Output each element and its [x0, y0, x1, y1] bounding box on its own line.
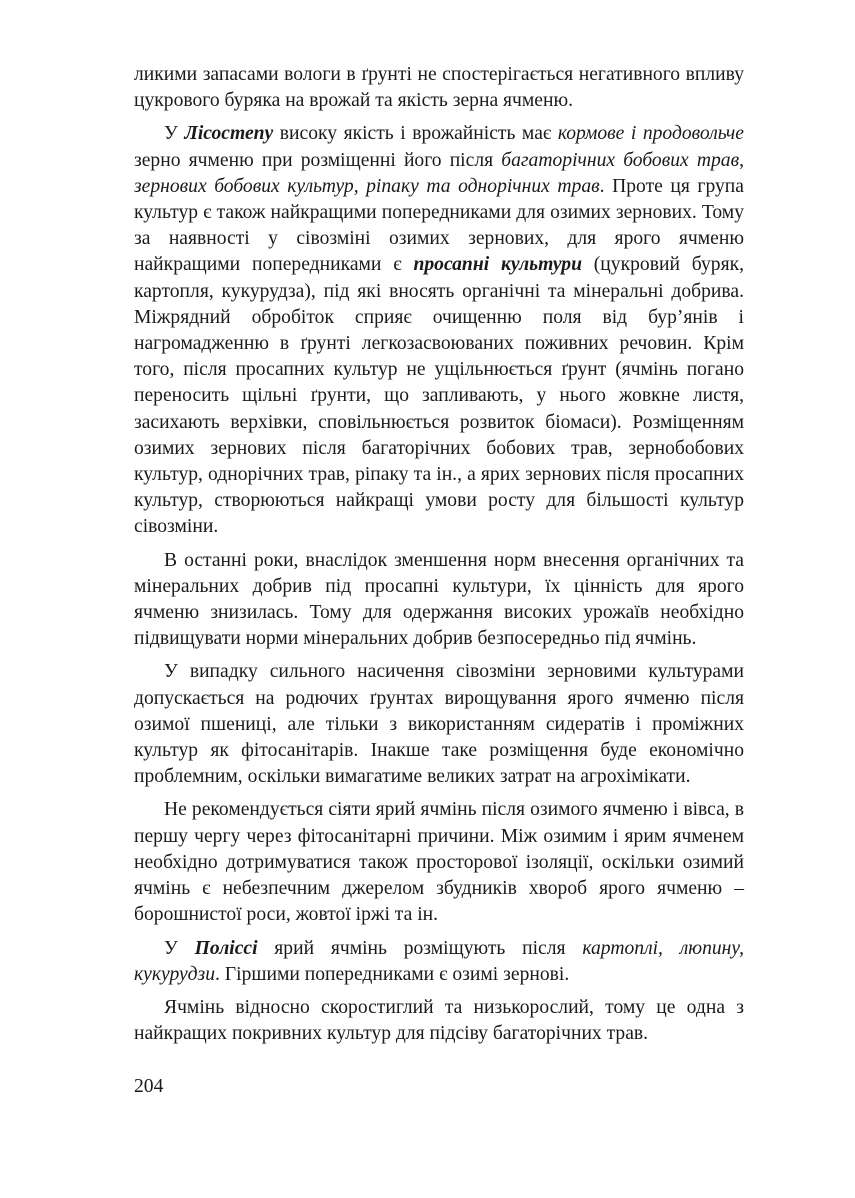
page-body: [134, 62, 744, 1054]
text-run: . Гіршими попередниками є озимі зернові.: [215, 963, 570, 985]
text-run: зерно ячменю при розміщенні його після: [134, 149, 502, 171]
text-run: В останні роки, внаслідок зменшення норм внесення органічних та мінеральних добрив під просапні культури, їх цінність для ярого ячменю знизилась. Тому для одержання високих урожаїв необхідно підвищувати норми мінеральних добрив безпосередньо під ячмінь.: [134, 549, 744, 650]
emphasis-text: просапні культури: [413, 254, 582, 276]
emphasis-text: Поліссі: [194, 937, 258, 959]
text-run: У: [164, 937, 195, 959]
paragraph: [134, 659, 744, 790]
text-run: ярий ячмінь розміщують після: [257, 937, 583, 959]
emphasis-text: Лісостепу: [184, 123, 274, 145]
text-run: (цукровий буряк, картопля, кукурудза), під які вносять органічні та мінеральні добрива. Міжрядний обробіток сприяє очищенню поля від бур’янів і нагромадженню в ґрунті легкозасвоюваних поживних речовин. Крім того, після просапних культур не ущільнюється ґрунт (ячмінь погано переносить щільні ґрунти, що запливають, у нього жовкне листя, засихають верхівки, сповільнюється розвиток біомаси). Розміщенням озимих зернових після багаторічних бобових трав, зернобобових культур, однорічних трав, ріпаку та ін., а ярих зернових після просапних культур, створюються найкращі умови росту для більшості культур сівозміни.: [134, 254, 744, 538]
paragraph: [134, 797, 744, 928]
paragraph: [134, 548, 744, 653]
text-run: Ячмінь відносно скоростиглий та низькорослий, тому це одна з найкращих покривних культур для підсіву багаторічних трав.: [134, 996, 744, 1045]
text-run: ,: [739, 149, 744, 171]
page-number: 204: [134, 1076, 164, 1097]
paragraph: [134, 936, 744, 988]
text-run: У випадку сильного насичення сівозміни зерновими культурами допускається на родючих ґрунтах вирощування ярого ячменю після озимої пшениці, але тільки з використанням сидератів і проміжних культур як фітосанітарів. Інакше таке розміщення буде економічно проблемним, оскільки вимагатиме великих затрат на агрохімікати.: [134, 661, 744, 788]
text-run: . Проте ця група культур є також найкращими попередниками для озимих зернових. Тому за наявності у сівозміні озимих зернових, для ярого ячменю найкращими попередниками є: [134, 175, 744, 276]
text-run: Не рекомендується сіяти ярий ячмінь після озимого ячменю і вівса, в першу чергу через фітосанітарні причини. Між озимим і ярим ячменем необхідно дотримуватися також просторової ізоляції, оскільки озимий ячмінь є небезпечним джерелом збудників хвороб ярого ячменю – борошнистої роси, жовтої іржі та ін.: [134, 799, 744, 926]
emphasis-text: багаторічних бобових трав: [501, 149, 740, 171]
paragraph: [134, 62, 744, 114]
paragraph: [134, 121, 744, 540]
paragraph: [134, 995, 744, 1047]
text-run: високу якість і врожайність має: [273, 123, 558, 145]
text-run: ликими запасами вологи в ґрунті не спостерігається негативного впливу цукрового буряка на врожай та якість зерна ячменю.: [134, 64, 744, 112]
emphasis-text: зернових бобових культур, ріпаку та однорічних трав: [134, 175, 600, 197]
text-run: У: [164, 123, 185, 145]
emphasis-text: картоплі, люпину, кукурудзи: [134, 937, 745, 985]
emphasis-text: кормове і продовольче: [557, 123, 744, 145]
